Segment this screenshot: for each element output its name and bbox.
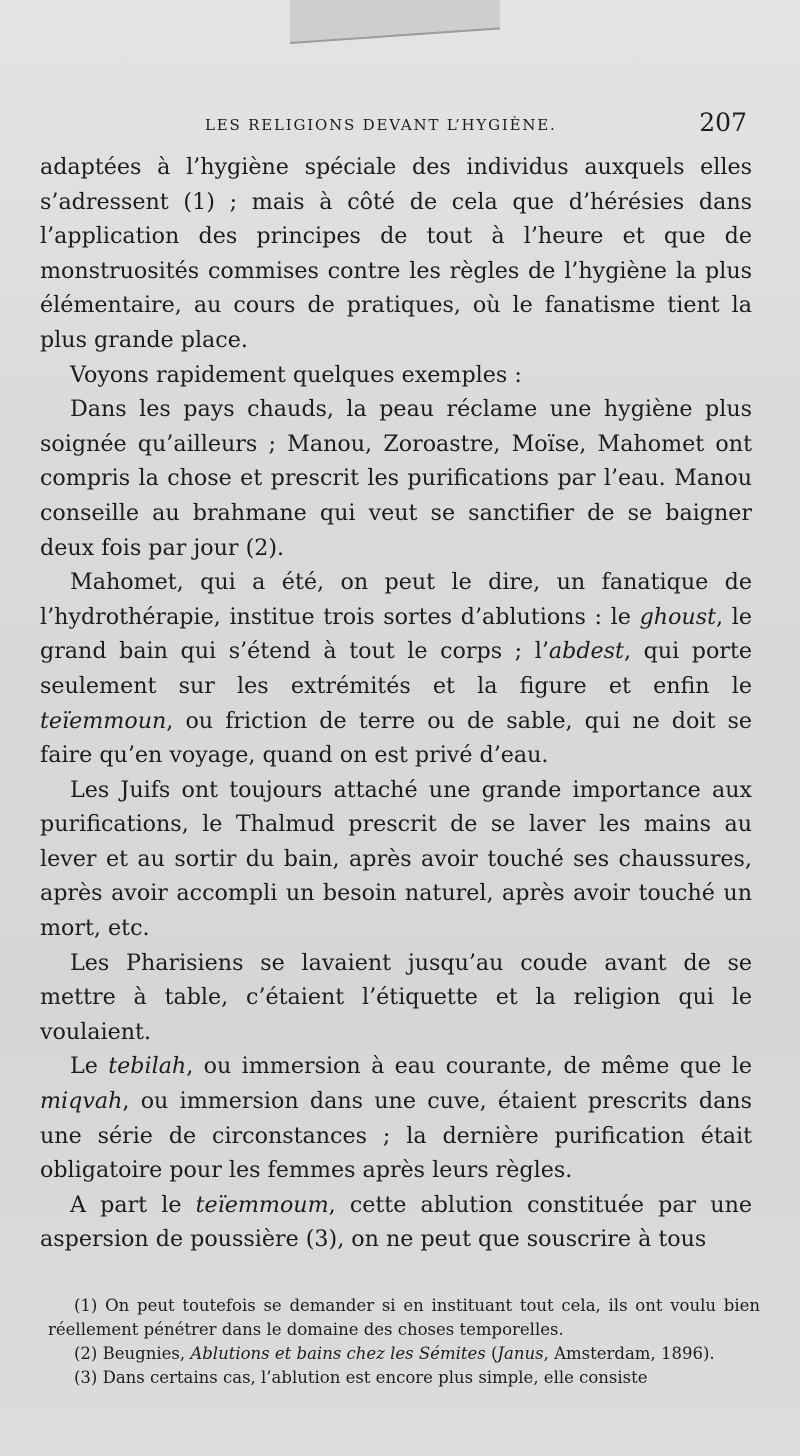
- paragraph-7: [40, 1049, 752, 1187]
- italic-term: Ablutions et bains chez les Sémites: [190, 1344, 486, 1363]
- paragraph-3: [40, 392, 752, 565]
- text-run: , cette ablution constituée par une aspersion de poussière (3), on ne peut que souscrire à tous: [40, 1191, 753, 1253]
- italic-term: miqvah: [40, 1088, 123, 1115]
- text-run: , le grand bain qui s’étend à tout le corps ; l’: [40, 603, 752, 665]
- text-run: Les Juifs ont toujours attaché une grande importance aux purifications, le Thalmud prescrit de se laver les mains au lever et au sortir du bain, après avoir touché ses chaussures, après avoir accompli un besoin naturel, après avoir touché un mort, etc.: [40, 776, 752, 942]
- body-text: [40, 150, 752, 1257]
- italic-term: teïemmoum: [195, 1191, 329, 1218]
- footnote-3: [48, 1366, 760, 1390]
- text-run: adaptées à l’hygiène spéciale des individus auxquels elles s’adressent (1) ; mais à côté de cela que d’hérésies dans l’application des principes de tout à l’heure et que de monstruosités commises contre les règles de l’hygiène la plus élémentaire, au cours de pratiques, où le fanatisme tient la plus grande place.: [40, 154, 752, 353]
- paragraph-6: [40, 946, 752, 1050]
- paragraph-8: [40, 1188, 752, 1257]
- text-run: Dans les pays chauds, la peau réclame une hygiène plus soignée qu’ailleurs ; Manou, Zoroastre, Moïse, Mahomet ont compris la chose et prescrit les purifications par l’eau. Manou conseille au brahmane qui veut se sanctifier de se baigner deux fois par jour (2).: [40, 396, 752, 561]
- text-run: , qui porte seulement sur les extrémités et la figure et enfin le: [40, 638, 753, 699]
- text-run: , Amsterdam, 1896).: [543, 1344, 715, 1363]
- italic-term: tebilah: [108, 1053, 187, 1080]
- footnotes: [48, 1294, 760, 1390]
- text-run: , ou immersion à eau courante, de même que le: [186, 1053, 753, 1080]
- text-run: Les Pharisiens se lavaient jusqu’au coude avant de se mettre à table, c’étaient l’étiquette et la religion qui le voulaient.: [40, 949, 752, 1045]
- text-run: Le: [70, 1053, 109, 1080]
- page-header: [205, 108, 755, 148]
- paragraph-1: [40, 150, 752, 358]
- paragraph-2: [40, 358, 752, 393]
- paragraph-5: [40, 773, 752, 946]
- text-run: (1) On peut toutefois se demander si en instituant tout cela, ils ont voulu bien réellement pénétrer dans le domaine des choses temporelles.: [48, 1296, 760, 1339]
- text-run: Voyons rapidement quelques exemples :: [70, 361, 522, 388]
- text-run: , ou immersion dans une cuve, étaient prescrits dans une série de circonstances ; la dernière purification était obligatoire pour les femmes après leurs règles.: [40, 1088, 752, 1184]
- paper-tape-scrap: [290, 0, 500, 44]
- text-run: , ou friction de terre ou de sable, qui ne doit se faire qu’en voyage, quand on est privé d’eau.: [40, 707, 752, 769]
- footnote-2: [48, 1342, 760, 1366]
- italic-term: ghoust: [639, 603, 717, 630]
- italic-term: abdest: [548, 638, 624, 665]
- paragraph-4: [40, 565, 752, 773]
- text-run: Mahomet, qui a été, on peut le dire, un fanatique de l’hydrothérapie, institue trois sortes d’ablutions : le: [40, 569, 752, 630]
- italic-term: Janus: [497, 1344, 544, 1363]
- footnote-1: [48, 1294, 760, 1342]
- text-run: A part le: [70, 1191, 196, 1218]
- italic-term: teïemmoun: [40, 707, 167, 734]
- text-run: (2) Beugnies,: [74, 1344, 191, 1363]
- running-head: LES RELIGIONS DEVANT L’HYGIÈNE.: [205, 116, 557, 134]
- text-run: (: [485, 1344, 498, 1363]
- text-run: (3) Dans certains cas, l’ablution est encore plus simple, elle consiste: [74, 1368, 648, 1387]
- page-number: 207: [699, 108, 747, 137]
